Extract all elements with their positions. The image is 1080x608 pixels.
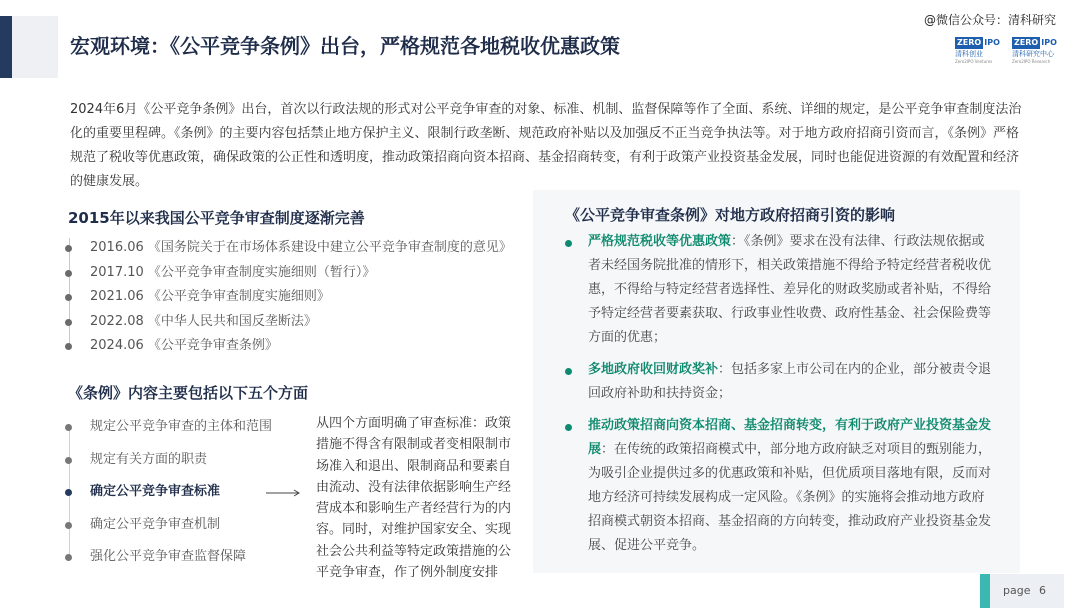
timeline-heading: 2015年以来我国公平竞争审查制度逐渐完善 — [68, 209, 365, 227]
aspect-item: 规定有关方面的职责 — [68, 444, 272, 477]
header-accent-block — [12, 16, 58, 78]
aspects-list — [68, 411, 272, 574]
logo-zero2ipo-research: ZERO IPO 清科研究中心 Zero2IPO Research — [1012, 37, 1057, 64]
review-standard-text: 从四个方面明确了审查标准：政策措施不得含有限制或者变相限制市场准入和退出、限制商品和要素自由流动、没有法律依据影响生产经营成本和影响生产者经营行为的内容。同时，对维护国家安全、实现社会公共利益等特定政策措施的公平竞争审查，作了例外制度安排 — [316, 416, 512, 581]
aspects-heading: 《条例》内容主要包括以下五个方面 — [68, 384, 309, 402]
watermark: @微信公众号：清科研究 — [924, 13, 1057, 27]
page-title: 宏观环境：《公平竞争条例》出台，严格规范各地税收优惠政策 — [70, 34, 620, 58]
page-indicator-accent — [980, 574, 990, 608]
bullet-icon — [565, 424, 572, 431]
arrow-right-icon — [266, 488, 302, 498]
timeline-item: 2022.08 《中华人民共和国反垄断法》 — [68, 310, 512, 335]
page-label: page — [1003, 584, 1031, 597]
aspect-item: 规定公平竞争审查的主体和范围 — [68, 411, 272, 444]
impact-item: 多地政府收回财政奖补：包括多家上市公司在内的企业，部分被责令退回政府补助和扶持资金； — [588, 362, 992, 401]
bullet-icon — [565, 368, 572, 375]
aspect-item-highlighted: 确定公平竞争审查标准 — [68, 476, 272, 509]
timeline-item: 2021.06 《公平竞争审查制度实施细则》 — [68, 285, 512, 310]
aspect-item: 强化公平竞争审查监督保障 — [68, 541, 272, 574]
impact-item: 推动政策招商向资本招商、基金招商转变，有利于政府产业投资基金发展：在传统的政策招商模式中，部分地方政府缺乏对项目的甄别能力，为吸引企业提供过多的优惠政策和补贴，但优质项目落地有限，反而对地方经济可持续发展构成一定风险。《条例》的实施将会推动地方政府招商模式朝资本招商、基金招商的方向转变，推动政府产业投资基金发展、促进公平竞争。 — [588, 418, 992, 553]
bullet-icon — [565, 240, 572, 247]
timeline-item: 2016.06 《国务院关于在市场体系建设中建立公平竞争审查制度的意见》 — [68, 236, 512, 261]
timeline-list — [68, 236, 512, 359]
impact-item: 严格规范税收等优惠政策：《条例》要求在没有法律、行政法规依据或者未经国务院批准的情形下，相关政策措施不得给予特定经营者税收优惠，不得给与特定经营者选择性、差异化的财政奖励或者补贴，不得给予特定经营者要素获取、行政事业性收费、政府性基金、社会保险费等方面的优惠； — [588, 234, 992, 345]
header-accent-bar — [0, 16, 12, 78]
timeline-item: 2017.10 《公平竞争审查制度实施细则（暂行）》 — [68, 261, 512, 286]
page-number: 6 — [1039, 584, 1046, 597]
timeline-item: 2024.06 《公平竞争审查条例》 — [68, 334, 512, 359]
intro-paragraph: 2024年6月《公平竞争条例》出台，首次以行政法规的形式对公平竞争审查的对象、标准、机制、监督保障等作了全面、系统、详细的规定，是公平竞争审查制度法治化的重要里程碑。《条例》的主要内容包括禁止地方保护主义、限制行政垄断、规范政府补贴以及加强反不正当竞争执法等。对于地方政府招商引资而言，《条例》严格规范了税收等优惠政策，确保政策的公正性和透明度，推动政策招商向资本招商、基金招商转变，有利于政策产业投资基金发展，同时也能促进资源的有效配置和经济的健康发展。 — [70, 102, 1022, 189]
impact-panel-title: 《公平竞争审查条例》对地方政府招商引资的影响 — [565, 206, 896, 224]
logo-zero2ipo-ventures: ZERO IPO 清科创业 Zero2IPO Ventures — [955, 37, 1000, 64]
aspect-item: 确定公平竞争审查机制 — [68, 509, 272, 542]
